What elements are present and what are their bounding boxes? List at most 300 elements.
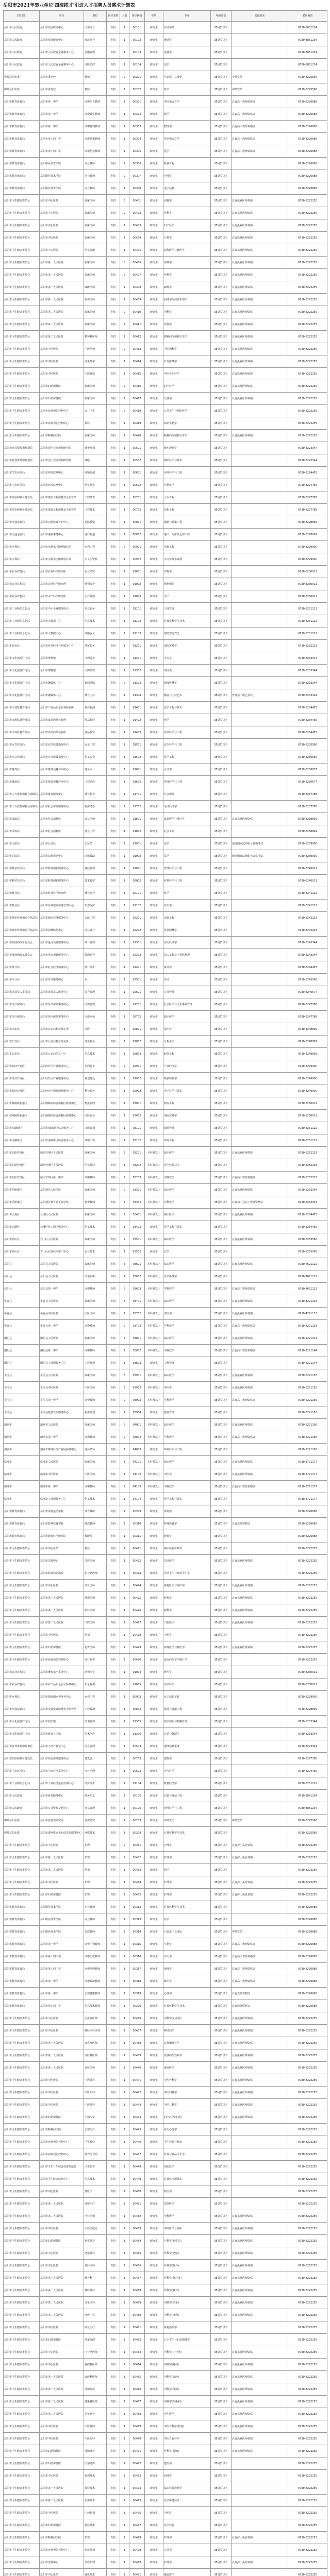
- cell-unit: 岳阳市洞庭湖水利事务中心: [40, 1691, 84, 1703]
- cell-tel: 0730-8233344: [288, 689, 327, 702]
- cell-edu: 研究生: [145, 1518, 163, 1530]
- cell-spec: 临床检验诊断学: [163, 1543, 211, 1555]
- cell-req: 具有高中教师资格证: [232, 133, 288, 145]
- table-row: [4, 1369, 327, 1382]
- cell-type: 专技: [107, 1023, 120, 1036]
- cell-code: 00468: [129, 2408, 145, 2420]
- cell-num: 1: [120, 2124, 129, 2136]
- cell-code: 02902: [129, 1073, 145, 1085]
- cell-edu: 研究生: [145, 2532, 163, 2544]
- cell-code: 00310: [129, 1518, 145, 1530]
- cell-dept: 岳阳市卫生健康委员会: [4, 244, 40, 257]
- cell-unit: 岳阳市精神病医院: [40, 2124, 84, 2136]
- cell-age: 35周岁以下: [211, 566, 232, 578]
- table-row: [4, 788, 327, 801]
- cell-unit: 岳阳市城市管理服务中心: [40, 912, 84, 924]
- cell-type: 专技: [107, 1765, 120, 1777]
- cell-dept: 岳阳市教育体育局: [4, 1963, 40, 1975]
- cell-spec: 机械工程: [163, 158, 211, 170]
- cell-req: 具有执业医师资格: [232, 1592, 288, 1604]
- table-row: [4, 2396, 327, 2408]
- cell-edu: 研究生: [145, 34, 163, 46]
- cell-num: 1: [120, 1790, 129, 1802]
- cell-tel: 0730-4221133: [288, 1308, 327, 1320]
- cell-type: 专技: [107, 454, 120, 467]
- cell-req: 具有执业医师资格: [232, 294, 288, 306]
- cell-num: 1: [120, 2284, 129, 2297]
- cell-num: 2: [120, 1839, 129, 1852]
- cell-spec: 麻醉学: [163, 281, 211, 294]
- cell-num: 1: [120, 442, 129, 454]
- cell-unit: 岳阳市中心血站: [40, 2569, 84, 2576]
- cell-req: [232, 665, 288, 677]
- cell-age: 35周岁以下: [211, 1246, 232, 1258]
- cell-post: 中医妇科: [84, 2087, 107, 2099]
- cell-post: 政务信息: [84, 1790, 107, 1802]
- cell-spec: 马克思主义理论: [163, 71, 211, 83]
- cell-spec: 音乐与舞蹈学: [163, 1728, 211, 1740]
- cell-edu: 研究生: [145, 244, 163, 257]
- cell-code: 00463: [129, 2346, 145, 2359]
- cell-code: 00312: [129, 1901, 145, 1913]
- table-row: [4, 1728, 327, 1740]
- cell-age: 35周岁以下: [211, 2396, 232, 2408]
- table-row: [4, 2309, 327, 2321]
- cell-num: 1: [120, 1085, 129, 1097]
- cell-spec: 儿少卫生与妇幼保健学: [163, 2334, 211, 2346]
- cell-dept: 岳阳市云溪区: [4, 1209, 40, 1221]
- cell-tel: 0730-8222255: [288, 2124, 327, 2136]
- cell-unit: 岳阳市港航事务中心: [40, 529, 84, 541]
- cell-code: 00405: [129, 244, 145, 257]
- cell-dept: 岳阳市卫生健康委员会: [4, 1839, 40, 1852]
- cell-age: 35周岁以下: [211, 492, 232, 504]
- cell-dept: 岳阳市卫生健康委员会: [4, 2433, 40, 2445]
- cell-edu: 研究生: [145, 2334, 163, 2346]
- cell-post: 林业研究: [84, 887, 107, 900]
- cell-post: 工程造价: [84, 776, 107, 788]
- cell-spec: 影像医学与核医学: [163, 244, 211, 257]
- cell-req: [232, 529, 288, 541]
- cell-spec: 中医外科学: [163, 2074, 211, 2087]
- cell-tel: 0730-6221155: [288, 1394, 327, 1406]
- cell-tel: 0730-8229900: [288, 553, 327, 566]
- cell-code: 00427: [129, 1617, 145, 1629]
- cell-edu: 研究生: [145, 2569, 163, 2576]
- cell-unit: 岳阳市第一中学: [40, 1988, 84, 2000]
- table-row: [4, 751, 327, 764]
- cell-post: 社保经办: [84, 801, 107, 813]
- cell-req: 具有执业医师资格: [232, 380, 288, 393]
- cell-edu: 研究生: [145, 207, 163, 219]
- cell-type: 专技: [107, 1654, 120, 1666]
- cell-code: 00601: [129, 467, 145, 479]
- cell-dept: 岳阳市公安局: [4, 1048, 40, 1060]
- cell-unit: 岳阳市畜牧水产事务中心: [40, 1666, 84, 1679]
- cell-edu: 研究生: [145, 2062, 163, 2074]
- cell-type: 专技: [107, 2012, 120, 2025]
- cell-req: [232, 603, 288, 615]
- cell-type: 专技: [107, 2346, 120, 2359]
- cell-num: 1: [120, 615, 129, 628]
- table-row: [4, 492, 327, 504]
- cell-unit: 岳阳市第一人民医院: [40, 1604, 84, 1617]
- cell-code: 00105: [129, 1790, 145, 1802]
- cell-edu: 研究生: [145, 1790, 163, 1802]
- cell-unit: 岳阳市第一人民医院: [40, 2272, 84, 2284]
- cell-spec: 公共卫生: [163, 2544, 211, 2556]
- cell-edu: 研究生: [145, 2049, 163, 2062]
- cell-age: 35周岁以下: [211, 1295, 232, 1308]
- cell-age: 35周岁以下: [211, 764, 232, 776]
- cell-post: 风湿免疫: [84, 2383, 107, 2396]
- cell-edu: 研究生: [145, 281, 163, 294]
- table-row: [4, 2049, 327, 2062]
- header-cell-unit: 单位: [40, 11, 84, 22]
- cell-req: [232, 2136, 288, 2148]
- cell-dept: 岳阳市卫生健康委员会: [4, 2111, 40, 2124]
- cell-post: 皮肤科医师: [84, 2049, 107, 2062]
- cell-edu: 研究生: [145, 1604, 163, 1617]
- cell-unit: 岳阳市南湖新区综合服务中心: [40, 1122, 84, 1134]
- cell-edu: 研究生: [145, 2185, 163, 2198]
- cell-post: 医学检验: [84, 1159, 107, 1172]
- cell-req: [232, 1691, 288, 1703]
- cell-unit: 岳阳市中医医院: [40, 1876, 84, 1889]
- cell-code: 00201: [129, 71, 145, 83]
- cell-tel: 0730-8237788: [288, 801, 327, 813]
- cell-age: 35周岁以下: [211, 1023, 232, 1036]
- cell-code: 00432: [129, 1852, 145, 1864]
- cell-req: [232, 1073, 288, 1085]
- cell-code: 02301: [129, 937, 145, 949]
- cell-tel: 0730-8222255: [288, 2470, 327, 2482]
- cell-edu: 研究生: [145, 1023, 163, 1036]
- cell-type: 专技: [107, 121, 120, 133]
- cell-num: 1: [120, 2247, 129, 2260]
- cell-unit: 岳阳市中医医院: [40, 368, 84, 380]
- table-row: [4, 2569, 327, 2576]
- cell-tel: 0730-8239900: [288, 850, 327, 862]
- cell-num: 1: [120, 702, 129, 714]
- cell-num: 1: [120, 776, 129, 788]
- table-row: [4, 145, 327, 158]
- cell-edu: 研究生: [145, 1036, 163, 1048]
- cell-tel: 0730-8227788: [288, 1753, 327, 1765]
- table-row: [4, 1456, 327, 1468]
- cell-post: 感染科医师: [84, 2396, 107, 2408]
- cell-edu: 研究生: [145, 1679, 163, 1691]
- cell-req: [232, 1913, 288, 1926]
- cell-dept: 湘阴县: [4, 1332, 40, 1345]
- cell-age: 35周岁以下: [211, 1691, 232, 1703]
- cell-req: [232, 454, 288, 467]
- cell-req: [232, 801, 288, 813]
- cell-type: 专技: [107, 1777, 120, 1790]
- cell-edu: 研究生: [145, 578, 163, 590]
- cell-spec: 电子科学与技术: [163, 1085, 211, 1097]
- cell-age: 35周岁以下: [211, 71, 232, 83]
- cell-req: [232, 1011, 288, 1023]
- cell-req: [232, 22, 288, 34]
- cell-unit: 岳阳市妇幼保健院: [40, 2334, 84, 2346]
- cell-age: 35周岁以下: [211, 1110, 232, 1122]
- cell-req: 具有高中教师资格证: [232, 1394, 288, 1406]
- cell-edu: 本科及以上: [145, 1270, 163, 1283]
- cell-req: [232, 652, 288, 665]
- cell-unit: 汨罗市第一中学: [40, 1431, 84, 1444]
- cell-req: [232, 862, 288, 875]
- table-row: [4, 2210, 327, 2223]
- cell-post: 化工技术: [84, 1493, 107, 1505]
- cell-unit: 岳阳市重点项目服务中心: [40, 937, 84, 949]
- cell-edu: 研究生: [145, 2346, 163, 2359]
- cell-tel: 0730-8249900: [288, 1073, 327, 1085]
- cell-type: 专技: [107, 492, 120, 504]
- cell-spec: 内科学(心血管): [163, 2012, 211, 2025]
- cell-age: 35周岁以下: [211, 2532, 232, 2544]
- cell-spec: 内科学(传染病): [163, 2396, 211, 2408]
- cell-age: 35周岁以下: [211, 1666, 232, 1679]
- cell-dept: 岳阳市卫生健康委员会: [4, 2124, 40, 2136]
- table-row: [4, 1530, 327, 1543]
- cell-tel: 0730-8253344: [288, 1184, 327, 1196]
- cell-code: 00437: [129, 2025, 145, 2037]
- cell-tel: 0730-8222255: [288, 343, 327, 355]
- cell-num: 1: [120, 912, 129, 924]
- cell-num: 1: [120, 2408, 129, 2420]
- table-row: [4, 108, 327, 121]
- cell-req: 中共党员: [232, 71, 288, 83]
- cell-tel: 0730-8226688: [288, 170, 327, 182]
- cell-age: 35周岁以下: [211, 2297, 232, 2309]
- cell-type: 专技: [107, 553, 120, 566]
- cell-dept: 岳阳市屈原管理区: [4, 1159, 40, 1172]
- cell-post: 教研员: [84, 1530, 107, 1543]
- cell-code: 00501: [129, 442, 145, 454]
- cell-code: 03402: [129, 1221, 145, 1233]
- cell-num: 2: [120, 405, 129, 417]
- cell-spec: 劳动卫生与环境卫生学: [163, 1567, 211, 1580]
- cell-tel: 0730-3721177: [288, 1493, 327, 1505]
- cell-type: 专技: [107, 1740, 120, 1753]
- cell-edu: 研究生: [145, 541, 163, 553]
- cell-dept: 岳阳市卫生健康委员会: [4, 207, 40, 219]
- cell-code: 01301: [129, 652, 145, 665]
- cell-unit: 岳阳市第二人民医院: [40, 2210, 84, 2223]
- cell-post: 初中教师: [84, 1196, 107, 1209]
- cell-type: 专技: [107, 1481, 120, 1493]
- table-row: [4, 405, 327, 417]
- cell-tel: 0730-8222255: [288, 2371, 327, 2383]
- cell-unit: 岳阳市中医医院: [40, 343, 84, 355]
- cell-spec: 工程管理: [163, 1357, 211, 1369]
- cell-type: 专技: [107, 529, 120, 541]
- cell-spec: 旅游管理: [163, 1122, 211, 1134]
- cell-num: 1: [120, 1802, 129, 1815]
- cell-unit: 岳阳市科技创新服务中心: [40, 862, 84, 875]
- cell-num: 1: [120, 652, 129, 665]
- cell-tel: 0730-8222255: [288, 318, 327, 331]
- cell-age: 35周岁以下: [211, 257, 232, 269]
- cell-dept: 岳阳市教育体育局: [4, 2000, 40, 2012]
- cell-unit: 岳阳市财政预算评审中心: [40, 764, 84, 776]
- cell-dept: 岳阳市医疗保障局: [4, 1011, 40, 1023]
- cell-spec: 外科学(骨外): [163, 2260, 211, 2272]
- cell-tel: 0730-8243344: [288, 937, 327, 949]
- cell-edu: 研究生: [145, 2420, 163, 2433]
- cell-req: [232, 34, 288, 46]
- cell-type: 专技: [107, 170, 120, 182]
- cell-code: 00476: [129, 2507, 145, 2519]
- cell-dept: 岳阳市教育体育局: [4, 1505, 40, 1518]
- cell-num: 1: [120, 1097, 129, 1110]
- cell-dept: 岳阳市农业农村局: [4, 1666, 40, 1679]
- cell-age: 35周岁以下: [211, 714, 232, 726]
- cell-age: 35周岁以下: [211, 306, 232, 318]
- cell-type: 专技: [107, 1209, 120, 1221]
- cell-code: 01002: [129, 578, 145, 590]
- cell-post: 医保管理: [84, 998, 107, 1011]
- table-row: [4, 541, 327, 553]
- cell-post: 耳鼻喉医师: [84, 2037, 107, 2049]
- cell-type: 专技: [107, 1308, 120, 1320]
- cell-spec: 口腔医学: [163, 1617, 211, 1629]
- cell-spec: 临床医学: [163, 1011, 211, 1023]
- cell-post: 临床医师: [84, 318, 107, 331]
- table-row: [4, 1357, 327, 1369]
- cell-post: 高中地理教师: [84, 1963, 107, 1975]
- table-row: [4, 529, 327, 541]
- cell-type: 专技: [107, 541, 120, 553]
- table-row: [4, 1777, 327, 1790]
- cell-type: 专技: [107, 566, 120, 578]
- cell-code: 00412: [129, 331, 145, 343]
- table-row: [4, 665, 327, 677]
- cell-edu: 研究生: [145, 1444, 163, 1456]
- cell-edu: 研究生: [145, 1901, 163, 1913]
- table-row: [4, 1073, 327, 1085]
- cell-age: 35周岁以下: [211, 121, 232, 133]
- cell-spec: 分析化学: [163, 479, 211, 492]
- table-row: [4, 1345, 327, 1357]
- table-row: [4, 1740, 327, 1753]
- cell-unit: 岳阳市第一人民医院: [40, 1592, 84, 1604]
- cell-type: 专技: [107, 2074, 120, 2087]
- cell-type: 专技: [107, 1629, 120, 1641]
- cell-spec: 病理学与病理生理学: [163, 294, 211, 306]
- cell-num: 3: [120, 1369, 129, 1382]
- cell-unit: 岳阳市中心医院: [40, 232, 84, 244]
- cell-tel: 0730-8222255: [288, 1567, 327, 1580]
- cell-post: 影像技术: [84, 2495, 107, 2507]
- cell-unit: 岳阳市急救中心: [40, 2556, 84, 2569]
- cell-age: 35周岁以下: [211, 479, 232, 492]
- cell-tel: 0730-8239900: [288, 838, 327, 850]
- cell-tel: 0730-8251122: [288, 1122, 327, 1134]
- cell-tel: 0730-8243344: [288, 949, 327, 961]
- table-row: [4, 1913, 327, 1926]
- cell-code: 00416: [129, 380, 145, 393]
- cell-code: 03201: [129, 1147, 145, 1159]
- cell-age: 35周岁以下: [211, 182, 232, 195]
- cell-unit: 岳阳市中医医院: [40, 2420, 84, 2433]
- header-cell-spec: 专业: [163, 11, 211, 22]
- cell-tel: 0730-8244455: [288, 961, 327, 974]
- cell-req: [232, 1728, 288, 1740]
- cell-tel: 0730-8230011: [288, 566, 327, 578]
- cell-type: 专技: [107, 2433, 120, 2445]
- cell-dept: 岳阳市卫生健康委员会: [4, 2532, 40, 2544]
- cell-num: 1: [120, 244, 129, 257]
- cell-age: 35周岁以下: [211, 1951, 232, 1963]
- cell-code: 03801: [129, 1332, 145, 1345]
- cell-post: 免疫规划: [84, 2544, 107, 2556]
- cell-unit: 岳阳市第二人民医院: [40, 2309, 84, 2321]
- cell-unit: 岳阳市委党史研究室: [40, 1815, 84, 1827]
- cell-edu: 研究生: [145, 2458, 163, 2470]
- cell-num: 1: [120, 454, 129, 467]
- cell-age: 35周岁以下: [211, 1617, 232, 1629]
- cell-post: 中医肛肠: [84, 2420, 107, 2433]
- cell-dept: 岳阳市生态环境局: [4, 1765, 40, 1777]
- cell-unit: 君山区农业技术推广中心: [40, 1246, 84, 1258]
- cell-edu: 本科及以上: [145, 1431, 163, 1444]
- cell-type: 专技: [107, 1827, 120, 1839]
- cell-num: 1: [120, 1629, 129, 1641]
- cell-age: 35周岁以下: [211, 2371, 232, 2383]
- cell-unit: 岳阳市法律援助中心: [40, 850, 84, 862]
- cell-spec: 兽医学: [163, 1666, 211, 1679]
- cell-post: 临床医师: [84, 430, 107, 442]
- cell-post: 科技服务: [84, 1085, 107, 1097]
- cell-post: 专业教师: [84, 1913, 107, 1926]
- cell-unit: 岳阳市社会保险服务中心: [40, 801, 84, 813]
- cell-unit: 岳阳市中心医院: [40, 1580, 84, 1592]
- cell-unit: 云溪区化工园区服务中心: [40, 1221, 84, 1233]
- cell-tel: 0730-8222255: [288, 195, 327, 207]
- cell-unit: 岳阳市南湖新区综合服务中心: [40, 1134, 84, 1147]
- cell-post: 护理: [84, 2532, 107, 2544]
- cell-code: 00410: [129, 306, 145, 318]
- cell-code: 04103: [129, 1481, 145, 1493]
- cell-type: 专技: [107, 306, 120, 318]
- table-row: [4, 380, 327, 393]
- cell-num: 1: [120, 1617, 129, 1629]
- table-row: [4, 1827, 327, 1839]
- cell-tel: 0730-8222255: [288, 2198, 327, 2210]
- cell-req: [232, 1654, 288, 1666]
- cell-dept: 岳阳市卫生健康委员会: [4, 1889, 40, 1901]
- cell-spec: 中医骨伤科学: [163, 368, 211, 380]
- cell-tel: 0730-8222255: [288, 244, 327, 257]
- cell-edu: 研究生: [145, 1777, 163, 1790]
- cell-code: 00467: [129, 2396, 145, 2408]
- cell-post: 临床医师: [84, 1295, 107, 1308]
- table-row: [4, 2383, 327, 2396]
- cell-age: 35周岁以下: [211, 1790, 232, 1802]
- cell-num: 1: [120, 998, 129, 1011]
- cell-spec: 数量经济学: [163, 1777, 211, 1790]
- cell-tel: 0730-8226688: [288, 2000, 327, 2012]
- cell-edu: 研究生: [145, 726, 163, 739]
- cell-num: 1: [120, 1048, 129, 1060]
- cell-num: 1: [120, 1963, 129, 1975]
- cell-num: 1: [120, 2309, 129, 2321]
- table-row: [4, 2037, 327, 2049]
- cell-tel: 0730-8226688: [288, 1530, 327, 1543]
- cell-type: 专技: [107, 2371, 120, 2383]
